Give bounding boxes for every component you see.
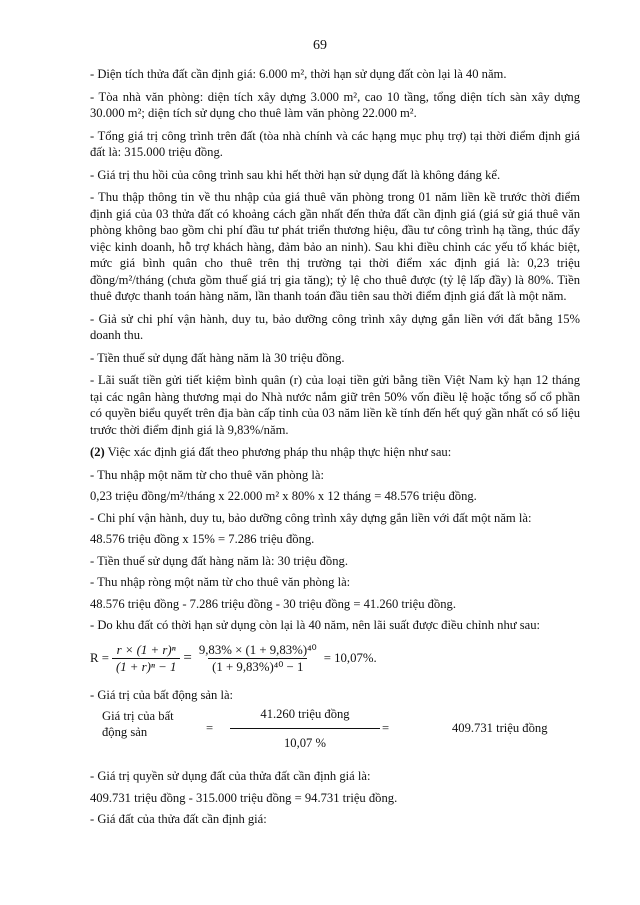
- step-net-income-title: - Thu nhập ròng một năm từ cho thuê văn phòng là:: [90, 575, 351, 589]
- section-2-heading: [90, 444, 580, 461]
- paragraph-land-tax: - Tiền thuế sử dụng đất hàng năm là 30 triệu đồng.: [90, 350, 345, 365]
- paragraph-operating-cost: - Giả sử chi phí vận hành, duy tu, bảo dưỡng công trình xây dựng gắn liền với đất bằng 15% doanh thu.: [90, 311, 580, 342]
- property-value-label: Giá trị của bất động sản: [102, 709, 174, 739]
- land-use-right-title: - Giá trị quyền sử dụng đất của thửa đất cần định giá là:: [90, 769, 371, 783]
- land-price-title: - Giá đất của thửa đất cần định giá:: [90, 812, 267, 826]
- formula-equals: =: [183, 650, 192, 667]
- step-rate-adjust: - Do khu đất có thời hạn sử dụng còn lại là 40 năm, nên lãi suất được điều chỉnh như sau:: [90, 618, 540, 632]
- paragraph-rental-info: - Thu thập thông tin về thu nhập của giá thuê văn phòng trong 01 năm liền kề trước thời điểm định giá của 03 thửa đất có khoảng cách gần nhất đến thửa đất cần định giá (giá sử giá thuê văn phòng không bao gồm chi phí đầu tư phát triển thương hiệu, đầu tư công trình hạ tầng, thúc đẩy việc kinh doanh, hỗ trợ khách hàng, đảm bảo an ninh). Sau khi điều chỉnh các yếu tố khác biệt, mức giá bình quân cho thuê trên thị trường tại thời điểm xác định giá là: 0,23 triệu đồng/m²/tháng (chưa gồm thuế giá trị gia tăng); tỷ lệ cho thuê được (tỷ lệ lấp đầy) là 80%. Tiền thuê được thanh toán hàng năm, lần thanh toán đầu tiên sau thời điểm định giá đất là một năm.: [90, 190, 580, 303]
- formula-numeric-numerator: 9,83% × (1 + 9,83%)⁴⁰: [198, 642, 317, 657]
- property-value-numerator: 41.260 triệu đồng: [230, 706, 380, 729]
- formula-result: = 10,07%.: [323, 651, 377, 666]
- paragraph-recovery-value: - Giá trị thu hồi của công trình sau khi hết thời hạn sử dụng đất là không đáng kể.: [90, 167, 501, 182]
- paragraph-construction-value: - Tổng giá trị công trình trên đất (tòa nhà chính và các hạng mục phụ trợ) tại thời điểm định giá đất là: 315.000 triệu đồng.: [90, 128, 580, 159]
- property-value-equals: =: [206, 721, 214, 735]
- formula-numeric-denominator: (1 + 9,83%)⁴⁰ − 1: [208, 658, 307, 676]
- step-income-calc: 0,23 triệu đồng/m²/tháng x 22.000 m² x 80% x 12 tháng = 48.576 triệu đồng.: [90, 489, 477, 503]
- step-net-income-calc: 48.576 triệu đồng - 7.286 triệu đồng - 30 triệu đồng = 41.260 triệu đồng.: [90, 596, 456, 611]
- property-value-equals-2: =: [382, 721, 390, 735]
- formula-numeric-fraction: [195, 642, 321, 676]
- property-value-fraction: [230, 706, 380, 751]
- step-tax: - Tiền thuế sử dụng đất hàng năm là: 30 triệu đồng.: [90, 553, 348, 568]
- step-cost-calc: 48.576 triệu đồng x 15% = 7.286 triệu đồng.: [90, 532, 315, 546]
- formula-general-fraction: [112, 642, 180, 676]
- property-value-denominator: 10,07 %: [284, 735, 326, 750]
- formula-general-denominator: (1 + r)ⁿ − 1: [112, 658, 180, 676]
- formula-lhs: R =: [90, 651, 109, 666]
- section-2-marker: (2): [90, 445, 105, 459]
- step-cost-title: - Chi phí vận hành, duy tu, bảo dưỡng công trình xây dựng gắn liền với đất một năm là:: [90, 510, 532, 525]
- step-income-title: - Thu nhập một năm từ cho thuê văn phòng là:: [90, 467, 324, 482]
- section-2-intro: Việc xác định giá đất theo phương pháp thu nhập thực hiện như sau:: [104, 445, 452, 459]
- land-use-right-calc: 409.731 triệu đồng - 315.000 triệu đồng = 94.731 triệu đồng.: [90, 790, 398, 805]
- document-body: [90, 66, 580, 833]
- value-title: - Giá trị của bất động sản là:: [90, 687, 234, 702]
- paragraph-interest-rate: - Lãi suất tiền gửi tiết kiệm bình quân (r) của loại tiền gửi bằng tiền Việt Nam kỳ hạn 12 tháng tại các ngân hàng thương mại do Nhà nước nắm giữ trên 50% vốn điều lệ hoặc tổng số cổ phần có quyền biểu quyết trên địa bàn cấp tỉnh của 03 năm liền kề tính đến hết quý gần nhất có số liệu trước thời điểm định giá là 9,83%/năm.: [90, 373, 580, 437]
- property-value-calc: [90, 708, 580, 762]
- interest-rate-formula: [90, 639, 580, 679]
- formula-general-numerator: r × (1 + r)ⁿ: [116, 642, 176, 657]
- paragraph-land-area: - Diện tích thửa đất cần định giá: 6.000 m², thời hạn sử dụng đất còn lại là 40 năm.: [90, 67, 507, 81]
- property-value-result: 409.731 triệu đồng: [452, 721, 548, 735]
- page-number: 69: [313, 38, 327, 53]
- paragraph-office-building: - Tòa nhà văn phòng: diện tích xây dựng 3.000 m², cao 10 tầng, tổng diện tích sàn xây dựng 30.000 m²; diện tích sử dụng cho thuê làm văn phòng 22.000 m².: [90, 89, 580, 120]
